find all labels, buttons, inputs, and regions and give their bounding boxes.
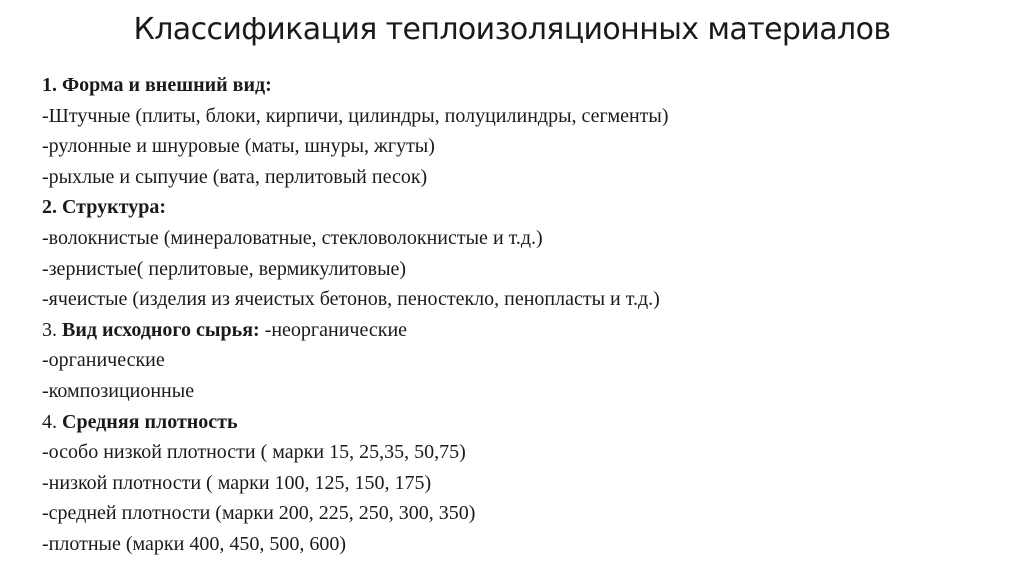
section-number: 3.: [42, 318, 57, 341]
list-item: -низкой плотности ( марки 100, 125, 150, 175): [42, 471, 432, 494]
list-item: -волокнистые (минераловатные, стекловолокнистые и т.д.): [42, 226, 543, 249]
list-item: -средней плотности (марки 200, 225, 250, 300, 350): [42, 502, 476, 525]
section-number: 4.: [42, 410, 57, 433]
list-item: -композиционные: [42, 379, 195, 402]
slide-body: [42, 70, 1002, 560]
section-number: 1.: [42, 74, 57, 96]
section-heading-4: [42, 407, 1002, 438]
section-heading-2: [42, 192, 1002, 223]
section-heading-3: [42, 315, 1002, 346]
slide-title: Классификация теплоизоляционных материалов: [133, 12, 891, 47]
section-title-suffix: -неорганические: [264, 318, 408, 341]
section-title: Форма и внешний вид:: [62, 74, 272, 96]
list-item: -рулонные и шнуровые (маты, шнуры, жгуты): [42, 135, 435, 158]
list-item: -ячеистые (изделия из ячеистых бетонов, пеностекло, пенопласты и т.д.): [42, 288, 660, 311]
list-item: -зернистые( перлитовые, вермикулитовые): [42, 257, 407, 280]
section-number: 2.: [42, 196, 57, 219]
section-heading-1: [42, 70, 1002, 101]
section-title: Структура:: [62, 196, 166, 219]
list-item: -рыхлые и сыпучие (вата, перлитовый песок): [42, 165, 428, 188]
list-item: -органические: [42, 349, 165, 372]
list-item: -Штучные (плиты, блоки, кирпичи, цилиндры, полуцилиндры, сегменты): [42, 104, 669, 127]
section-title: Вид исходного сырья:: [62, 318, 260, 341]
list-item: -плотные (марки 400, 450, 500, 600): [42, 532, 346, 555]
list-item: -особо низкой плотности ( марки 15, 25,35, 50,75): [42, 441, 466, 464]
section-title: Средняя плотность: [62, 410, 238, 433]
